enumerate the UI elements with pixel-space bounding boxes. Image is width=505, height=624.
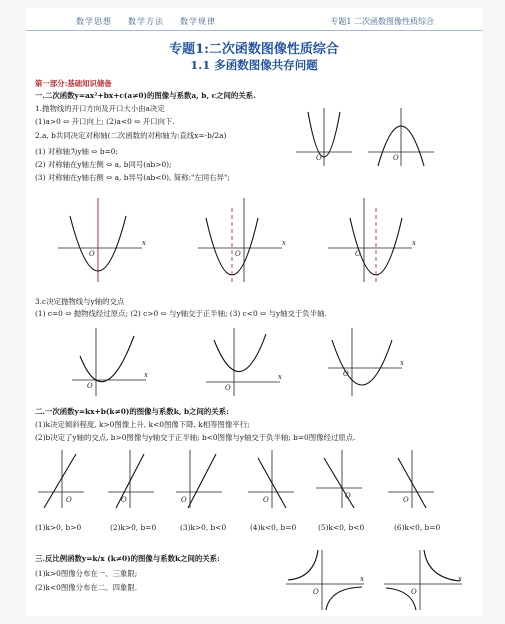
header-item: 数学规律: [180, 17, 216, 26]
axis-label: x: [278, 373, 282, 381]
axis-label: O: [235, 250, 241, 258]
axis-label: O: [87, 382, 93, 390]
figure-opening-up: [294, 106, 354, 168]
axis-label: x: [360, 575, 364, 583]
axis-label: x: [282, 239, 286, 247]
s1-line: (1) 对称轴为y轴 ⇔ b=0;: [35, 147, 118, 156]
axis-label: x: [142, 239, 146, 247]
figure-c-positive: [204, 326, 284, 398]
figure-c-zero: [70, 326, 150, 398]
figure-hyperbola-negative: [284, 548, 366, 612]
s1-line: (2) 对称轴在y轴左侧 ⇔ a, b同号(ab>0);: [35, 160, 172, 169]
figure-linear-5: [314, 448, 364, 510]
axis-label: O: [225, 384, 231, 392]
s1-line: 1.抛物线的开口方向及开口大小由a决定: [35, 104, 165, 113]
axis-label: x: [400, 359, 404, 367]
figure-opening-down: [366, 106, 436, 168]
header-item: 数学方法: [128, 17, 164, 26]
axis-label: O: [403, 496, 409, 504]
linear-caption: (3)k>0, b<0: [180, 523, 227, 532]
axis-label: O: [343, 370, 349, 378]
s1-line: 2.a, b共同决定对称轴(二次函数的对称轴为:直线x=-b/2a): [35, 131, 227, 140]
s3-line: (1)k>0图像分布在一、三象限;: [35, 569, 138, 578]
figure-axis-right: [326, 196, 416, 284]
page-title: 专题1:二次函数图像性质综合: [169, 42, 339, 57]
axis-label: O: [393, 154, 399, 162]
header-right: 专题1 二次函数图像性质综合: [330, 17, 434, 26]
figure-linear-3: [174, 448, 224, 510]
s3-line: (2)k<0图像分布在二、四象限.: [35, 583, 138, 592]
figure-linear-4: [246, 448, 296, 510]
linear-caption: (5)k<0, b<0: [318, 523, 365, 532]
figure-linear-6: [386, 448, 436, 510]
axis-label: O: [355, 250, 361, 258]
document-page: [26, 8, 482, 616]
linear-caption: (2)k>0, b=0: [110, 523, 157, 532]
section3-heading: 三.反比例函数y=k/x (k≠0)的图像与系数k之间的关系:: [35, 554, 220, 563]
header-item: 数学思想: [76, 17, 112, 26]
section1-heading: 一.二次函数y=ax²+bx+c(a≠0)的图像与系数a, b, c之间的关系.: [35, 91, 256, 100]
linear-caption: (4)k<0, b=0: [250, 523, 297, 532]
section2-heading: 二.一次函数y=kx+b(k≠0)的图像与系数k, b之间的关系:: [35, 407, 229, 416]
figure-linear-1: [36, 448, 86, 510]
figure-axis-left: [196, 196, 286, 284]
s1-line: (1) c=0 ⇔ 抛物线经过原点; (2) c>0 ⇔ 与y轴交于正半轴; (3) c<0 ⇔ 与y轴交于负半轴.: [35, 309, 327, 318]
axis-label: O: [313, 588, 319, 596]
figure-c-negative: [326, 326, 406, 398]
s1-line: (3) 对称轴在y轴右侧 ⇔ a, b异号(ab<0), 简称:"左同右异";: [35, 173, 230, 182]
page-subtitle: 1.1 多函数图像共存问题: [190, 58, 318, 72]
axis-label: O: [345, 492, 351, 500]
axis-label: O: [316, 154, 322, 162]
axis-label: x: [144, 371, 148, 379]
page-header: [26, 8, 482, 31]
axis-label: O: [66, 496, 72, 504]
s1-line: 3.c决定抛物线与y轴的交点: [35, 297, 125, 306]
axis-label: O: [181, 496, 187, 504]
axis-label: x: [458, 575, 462, 583]
figure-hyperbola-positive: [382, 548, 464, 612]
figure-linear-2: [106, 448, 156, 510]
figure-axis-on-y: [56, 196, 146, 284]
axis-label: O: [121, 496, 127, 504]
linear-caption: (6)k<0, b=0: [394, 523, 441, 532]
axis-label: O: [411, 588, 417, 596]
s2-line: (2)b决定了y轴的交点, b>0图像与y轴交于正半轴; b<0图像与y轴交于负半轴; b=0图像经过原点.: [35, 433, 356, 442]
axis-label: O: [89, 250, 95, 258]
linear-caption: (1)k>0, b>0: [35, 523, 82, 532]
axis-label: O: [263, 496, 269, 504]
s2-line: (1)k决定倾斜程度, k>0图像上升, k<0图像下降, k相等图像平行;: [35, 420, 250, 429]
s1-line: (1)a>0 ⇔ 开口向上; (2)a<0 ⇔ 开口向下.: [35, 117, 175, 126]
axis-label: x: [412, 239, 416, 247]
header-left: [76, 16, 232, 27]
part-heading: 第一部分:基础知识储备: [35, 79, 112, 88]
